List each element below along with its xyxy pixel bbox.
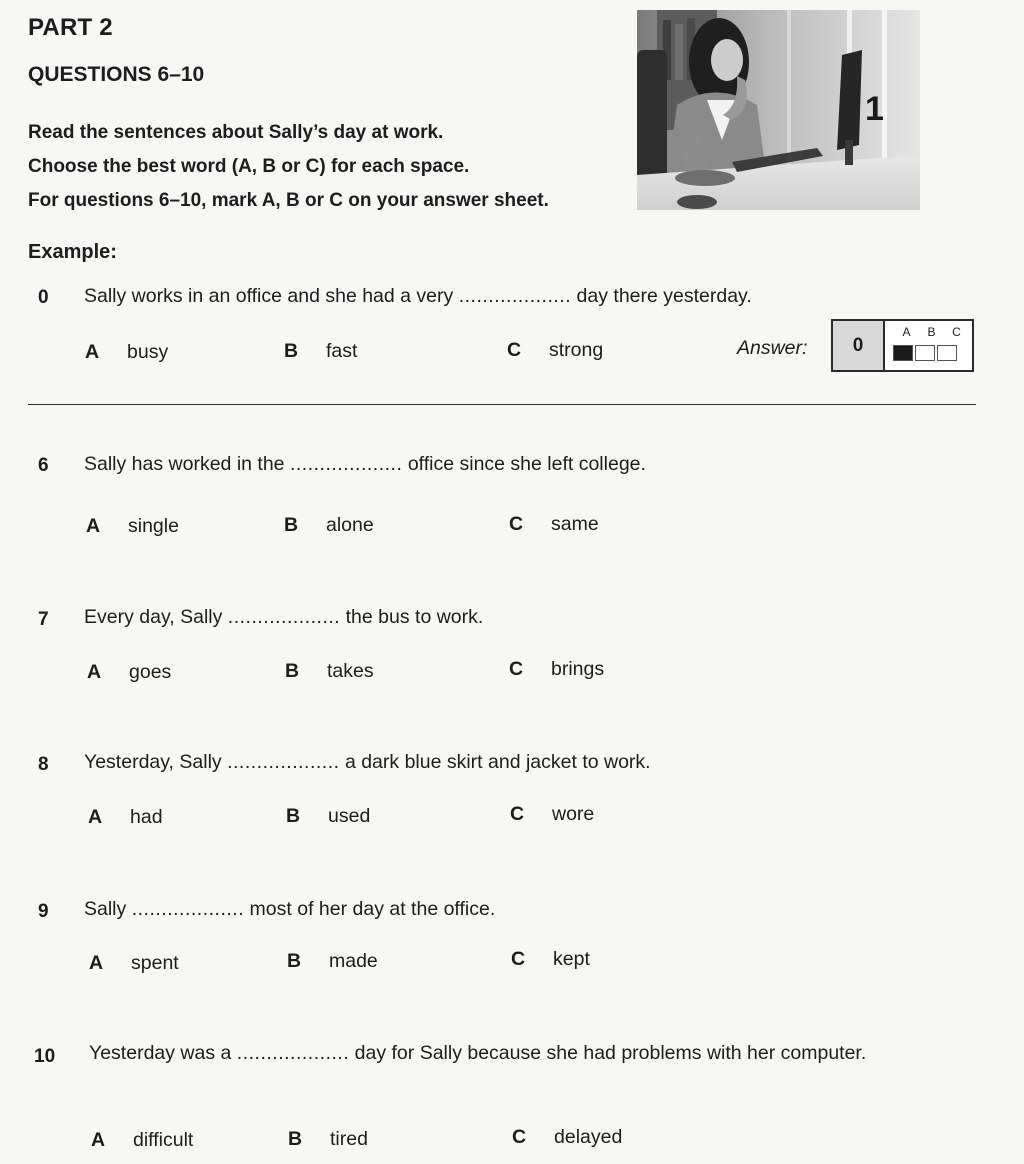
question-number: 9 <box>38 901 49 922</box>
answer-letter-b: B <box>927 325 936 339</box>
text-after: office since she left college. <box>407 453 646 475</box>
page-title: PART 2 <box>28 14 113 41</box>
question-number: 8 <box>38 754 49 775</box>
text-after: day there yesterday. <box>576 285 752 307</box>
option-letter: A <box>87 661 102 683</box>
text-before: Every day, Sally <box>84 606 223 628</box>
answer-box-number: 0 <box>833 321 885 370</box>
option-text: same <box>551 513 599 535</box>
option-letter: B <box>286 805 301 827</box>
text-after: most of her day at the office. <box>244 898 496 920</box>
option-text: tired <box>330 1128 368 1150</box>
option-c <box>510 803 594 826</box>
option-b <box>285 660 374 683</box>
option-text: difficult <box>133 1129 194 1151</box>
option-text: had <box>130 806 163 828</box>
answer-box-squares <box>893 345 959 363</box>
question-number: 10 <box>34 1046 56 1067</box>
option-letter: A <box>88 806 103 828</box>
text-before: Yesterday, Sally <box>84 751 222 773</box>
option-letter: A <box>85 341 100 363</box>
option-text: delayed <box>554 1126 623 1148</box>
option-letter: A <box>86 515 101 537</box>
option-text: takes <box>327 660 374 682</box>
blank: ................... <box>227 751 340 773</box>
instructions <box>28 116 549 218</box>
option-text: kept <box>553 948 590 970</box>
option-b <box>284 514 374 537</box>
option-b <box>286 805 370 828</box>
text-before: Sally has worked in the <box>84 453 285 475</box>
text-before: Yesterday was a <box>89 1042 232 1064</box>
answer-letter-c: C <box>952 325 961 339</box>
option-b <box>288 1128 368 1151</box>
option-letter: B <box>285 660 300 682</box>
option-c <box>509 513 599 536</box>
option-text: made <box>329 950 378 972</box>
question-number: 0 <box>38 287 49 308</box>
option-letter: A <box>91 1129 106 1151</box>
option-letter: C <box>507 339 522 361</box>
section-title: QUESTIONS 6–10 <box>28 63 205 86</box>
blank: ................... <box>236 1042 350 1064</box>
option-b <box>287 950 378 973</box>
option-a <box>88 806 163 829</box>
option-text: wore <box>552 803 595 825</box>
blank: ................... <box>227 606 341 628</box>
option-a <box>89 952 179 975</box>
option-letter: B <box>284 340 299 362</box>
option-letter: B <box>288 1128 303 1150</box>
option-a <box>91 1129 193 1152</box>
option-letter: C <box>509 658 524 680</box>
answer-letter-a: A <box>902 325 911 339</box>
option-letter: A <box>89 952 104 974</box>
example-label: Example: <box>28 241 117 263</box>
text-before: Sally works in an office and she had a very <box>84 285 454 307</box>
answer-square-b <box>915 345 935 361</box>
option-text: single <box>128 515 179 537</box>
instruction-line: Read the sentences about Sally’s day at work. <box>28 122 444 143</box>
blank: ................... <box>131 898 245 920</box>
option-letter: C <box>509 513 524 535</box>
question-text <box>84 898 495 921</box>
option-c <box>507 339 603 362</box>
answer-box <box>831 319 974 372</box>
answer-box-letters <box>894 325 969 339</box>
option-text: used <box>328 805 371 827</box>
option-letter: C <box>510 803 525 825</box>
answer-square-c <box>937 345 957 361</box>
answer-square-a <box>893 345 913 361</box>
option-letter: B <box>287 950 302 972</box>
option-text: busy <box>127 341 169 363</box>
svg-text:1: 1 <box>865 90 884 128</box>
instruction-line: For questions 6–10, mark A, B or C on your answer sheet. <box>28 190 549 211</box>
option-c <box>512 1126 622 1149</box>
blank: ................... <box>458 285 572 307</box>
option-text: strong <box>549 339 604 361</box>
option-a <box>87 661 171 684</box>
blank: ................... <box>289 453 403 475</box>
option-text: fast <box>326 340 358 362</box>
option-letter: C <box>512 1126 527 1148</box>
option-c <box>511 948 590 971</box>
text-after: the bus to work. <box>345 606 484 628</box>
option-text: alone <box>326 514 374 536</box>
answer-label: Answer: <box>737 337 808 359</box>
option-letter: C <box>511 948 526 970</box>
option-text: goes <box>129 661 172 683</box>
question-number: 7 <box>38 609 49 630</box>
divider <box>28 404 976 405</box>
option-text: spent <box>131 952 179 974</box>
text-after: a dark blue skirt and jacket to work. <box>339 751 651 773</box>
text-before: Sally <box>84 898 127 920</box>
instruction-line: Choose the best word (A, B or C) for each space. <box>28 156 470 177</box>
option-letter: B <box>284 514 299 536</box>
office-photo <box>637 10 920 210</box>
option-a <box>85 341 168 364</box>
text-after: day for Sally because she had problems with her computer. <box>354 1042 867 1064</box>
question-text <box>89 1042 866 1065</box>
option-b <box>284 340 357 363</box>
option-c <box>509 658 604 681</box>
question-text <box>84 606 483 629</box>
question-number: 6 <box>38 455 49 476</box>
option-a <box>86 515 179 538</box>
question-text <box>84 285 752 308</box>
question-text <box>84 751 651 774</box>
question-text <box>84 453 646 476</box>
option-text: brings <box>551 658 605 680</box>
